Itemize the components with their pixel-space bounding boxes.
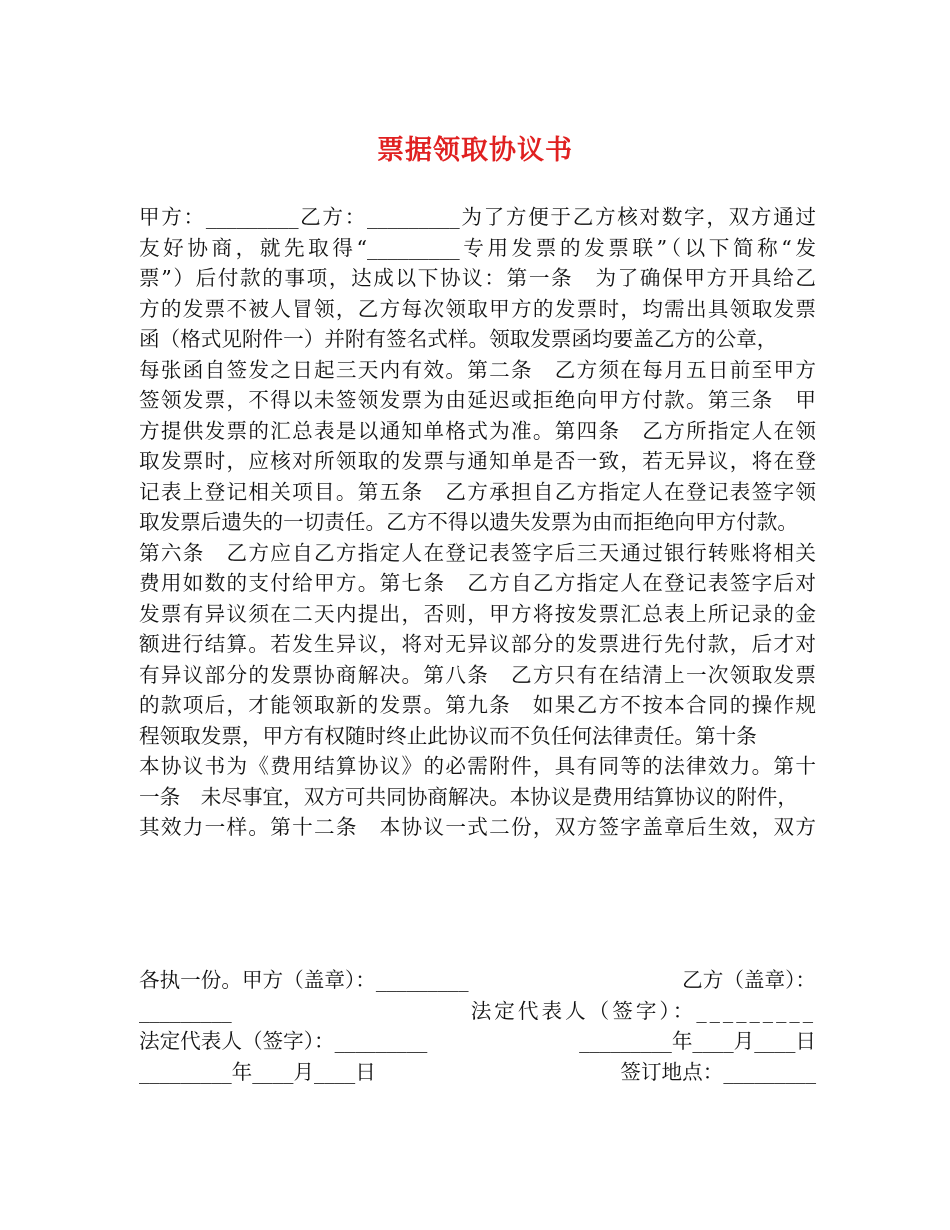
body-line: 额进行结算。若发生异议，将对无异议部分的发票进行先付款，后才对 xyxy=(139,632,816,656)
body-line: 费用如数的支付给甲方。第七条 乙方自乙方指定人在登记表签字后对 xyxy=(139,571,816,595)
body-line: 发票有异议须在二天内提出，否则，甲方将按发票汇总表上所记录的金 xyxy=(139,601,816,626)
signature-row xyxy=(139,996,816,1027)
body-line: 第六条 乙方应自乙方指定人在登记表签字后三天通过银行转账将相关 xyxy=(139,540,816,565)
party-b-seal-blank: _________ xyxy=(139,998,232,1023)
party-a-date-field: _________年____月____日 xyxy=(139,1059,376,1084)
body-line: 取发票时，应核对所领取的发票与通知单是否一致，若无异议，将在登 xyxy=(139,449,816,473)
party-b-date-field: _________年____月____日 xyxy=(579,1029,816,1053)
body-line: 票”）后付款的事项，达成以下协议：第一条 为了确保甲方开具给乙 xyxy=(139,266,816,290)
body-line: 取发票后遗失的一切责任。乙方不得以遗失发票为由而拒绝向甲方付款。 xyxy=(139,510,798,534)
body-line: 友好协商，就先取得“_________专用发票的发票联”（以下简称“发 xyxy=(139,235,816,260)
signature-row xyxy=(139,1057,816,1088)
agreement-body xyxy=(139,202,816,843)
body-line: 方提供发票的汇总表是以通知单格式为准。第四条 乙方所指定人在领 xyxy=(139,418,816,443)
body-line: 方的发票不被人冒领，乙方每次领取甲方的发票时，均需出具领取发票 xyxy=(139,296,816,321)
body-line: 有异议部分的发票协商解决。第八条 乙方只有在结清上一次领取发票 xyxy=(139,662,816,687)
body-line: 函（格式见附件一）并附有签名式样。领取发票函均要盖乙方的公章， xyxy=(139,327,778,351)
signature-block xyxy=(139,965,816,1087)
signature-row xyxy=(139,1026,816,1057)
body-line: 记表上登记相关项目。第五条 乙方承担自乙方指定人在登记表签字领 xyxy=(139,479,816,504)
signature-row xyxy=(139,965,816,996)
body-line: 每张函自签发之日起三天内有效。第二条 乙方须在每月五日前至甲方 xyxy=(139,357,816,382)
body-line: 一条 未尽事宜，双方可共同协商解决。本协议是费用结算协议的附件， xyxy=(139,784,798,809)
party-a-seal-field: 各执一份。甲方（盖章）：_________ xyxy=(139,968,469,992)
body-line: 的款项后，才能领取新的发票。第九条 如果乙方不按本合同的操作规 xyxy=(139,693,816,717)
body-line: 其效力一样。第十二条 本协议一式二份，双方签字盖章后生效，双方 xyxy=(139,815,816,839)
party-b-seal-label: 乙方（盖章）： xyxy=(682,968,816,992)
body-line: 程领取发票，甲方有权随时终止此协议而不负任何法律责任。第十条 xyxy=(139,723,757,748)
document-title: 票据领取协议书 xyxy=(377,135,573,166)
body-line: 甲方：_________乙方：_________为了方便于乙方核对数字，双方通过 xyxy=(139,205,816,229)
party-b-representative-field: 法定代表人（签字）：_________ xyxy=(470,998,816,1023)
body-line: 签领发票，不得以未签领发票为由延迟或拒绝向甲方付款。第三条 甲 xyxy=(139,388,816,412)
party-a-representative-field: 法定代表人（签字）：_________ xyxy=(139,1029,428,1053)
signing-location-field: 签订地点：_________ xyxy=(620,1059,816,1084)
body-line: 本协议书为《费用结算协议》的必需附件，具有同等的法律效力。第十 xyxy=(139,754,816,778)
